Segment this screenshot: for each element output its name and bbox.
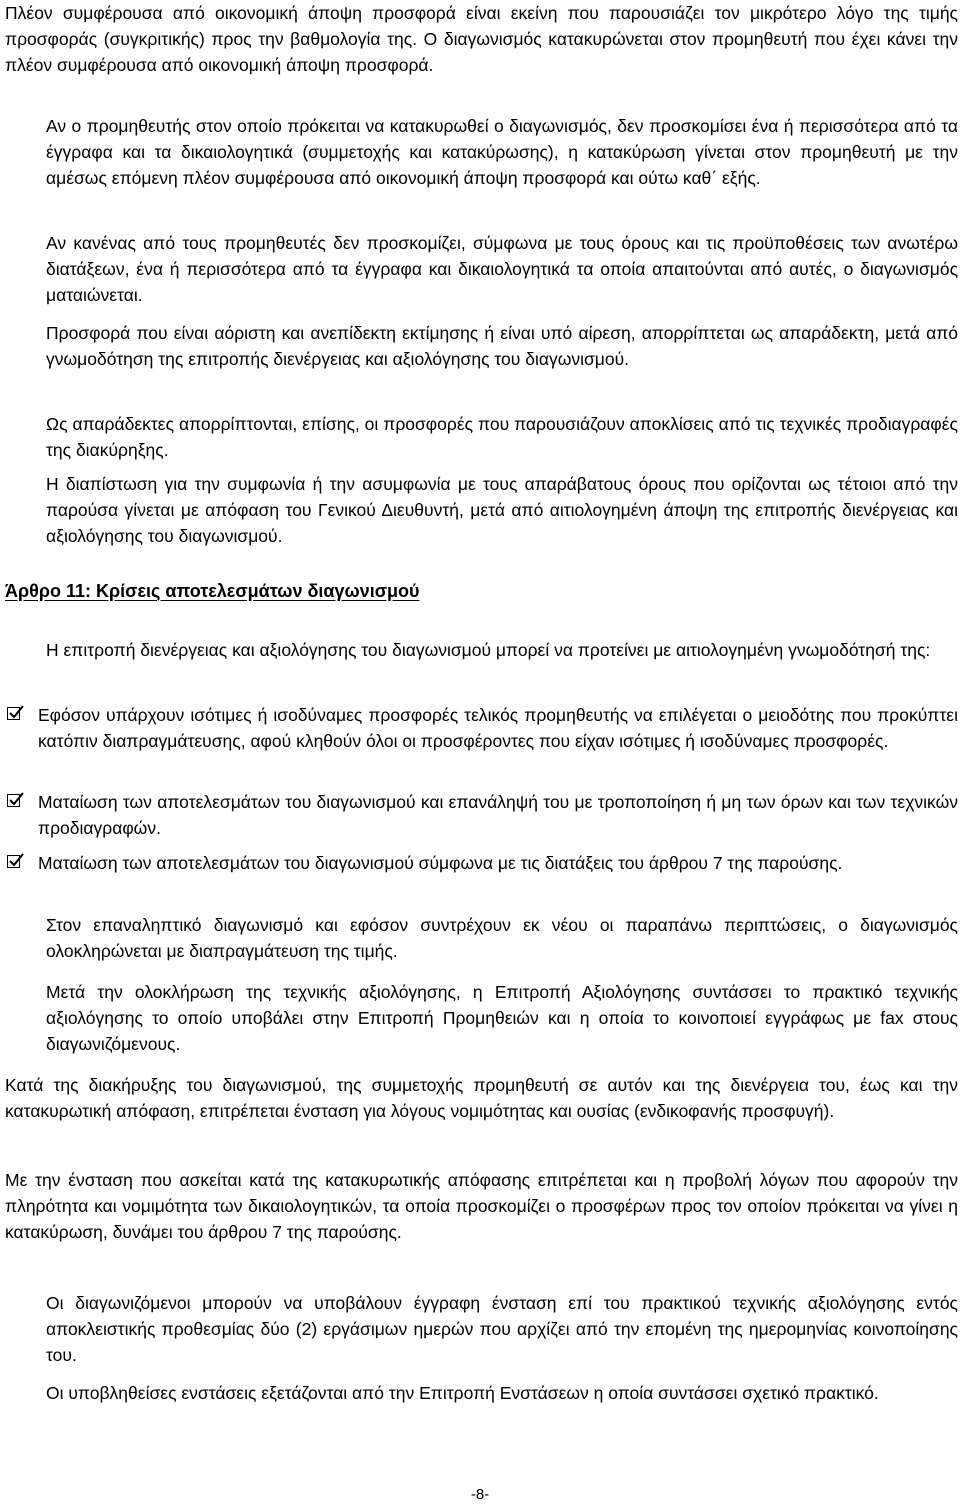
article-heading: Άρθρο 11: Κρίσεις αποτελεσμάτων διαγωνισμού (5, 581, 420, 601)
check-item-text: Εφόσον υπάρχουν ισότιμες ή ισοδύναμες προσφορές τελικός προμηθευτής να επιλέγεται ο μειοδότης που προκύπτει κατόπιν διαπραγμάτευσης, αφού κληθούν όλοι οι προσφέροντες που είχαν ισότιμες ή ισοδύναμες προσφορές. (38, 705, 958, 751)
page-number: -8- (470, 1486, 490, 1503)
paragraph-cancellation: Αν κανένας από τους προμηθευτές δεν προσκομίζει, σύμφωνα με τους όρους και τις προϋποθέσεις των ανωτέρω διατάξεων, ένα ή περισσότερα από τα έγγραφα και δικαιολογητικά τα οποία απαιτούνται από αυτές, ο διαγωνισμός ματαιώνεται. (46, 233, 958, 305)
checkbox-icon (7, 855, 20, 868)
check-item-text: Ματαίωση των αποτελεσμάτων του διαγωνισμού και επανάληψή του με τροποποίηση ή μη των όρων και των τεχνικών προδιαγραφών. (38, 792, 958, 838)
paragraph-missing-documents: Αν ο προμηθευτής στον οποίο πρόκειται να κατακυρωθεί ο διαγωνισμός, δεν προσκομίσει ένα ή περισσότερα από τα έγγραφα και τα δικαιολογητικά (συμμετοχής και κατακύρωσης), η κατακύρωση γίνεται στον προμηθευτή με την αμέσως επόμενη πλέον συμφέρουσα από οικονομική άποψη προσφορά και ούτω καθ΄ εξής. (46, 116, 958, 188)
paragraph-committee-intro: Η επιτροπή διενέργειας και αξιολόγησης του διαγωνισμού μπορεί να προτείνει με αιτιολογημένη γνωμοδότησή της: (46, 640, 931, 660)
check-item-text: Ματαίωση των αποτελεσμάτων του διαγωνισμού σύμφωνα με τις διατάξεις του άρθρου 7 της παρούσης. (38, 853, 843, 873)
paragraph-objections-committee: Οι υποβληθείσες ενστάσεις εξετάζονται από την Επιτροπή Ενστάσεων η οποία συντάσσει σχετικό πρακτικό. (46, 1383, 879, 1403)
checkbox-icon (7, 707, 20, 720)
paragraph-vague-offer: Προσφορά που είναι αόριστη και ανεπίδεκτη εκτίμησης ή είναι υπό αίρεση, απορρίπτεται ως απαράδεκτη, μετά από γνωμοδότηση της επιτροπής διενέργειας και αξιολόγησης του διαγωνισμού. (46, 323, 958, 369)
paragraph-compliance-finding: Η διαπίστωση για την συμφωνία ή την ασυμφωνία με τους απαράβατους όρους που ορίζονται ως τέτοιοι από την παρούσα γίνεται με απόφαση του Γενικού Διευθυντή, μετά από αιτιολογημένη άποψη της επιτροπής διενέργειας και αξιολόγησης του διαγωνισμού. (46, 474, 958, 546)
paragraph-objection-award: Με την ένσταση που ασκείται κατά της κατακυρωτικής απόφασης επιτρέπεται και η προβολή λόγων που αφορούν την πληρότητα και νομιμότητα των δικαιολογητικών, τα οποία προσκομίζει ο προσφέρων προς τον οποίον πρόκειται να γίνει η κατακύρωση, δυνάμει του άρθρου 7 της παρούσης. (5, 1170, 958, 1242)
paragraph-written-objection: Οι διαγωνιζόμενοι μπορούν να υποβάλουν έγγραφη ένσταση επί του πρακτικού τεχνικής αξιολόγησης εντός αποκλειστικής προθεσμίας δύο (2) εργάσιμων ημερών που αρχίζει από την επομένη της ημερομηνίας κοινοποίησης του. (46, 1293, 958, 1365)
paragraph-technical-evaluation: Μετά την ολοκλήρωση της τεχνικής αξιολόγησης, η Επιτροπή Αξιολόγησης συντάσσει το πρακτικό τεχνικής αξιολόγησης το οποίο υποβάλει στην Επιτροπή Προμηθειών και η οποία το κοινοποιεί εγγράφως με fax στους διαγωνιζόμενους. (46, 982, 958, 1054)
paragraph-repeat-tender: Στον επαναληπτικό διαγωνισμό και εφόσον συντρέχουν εκ νέου οι παραπάνω περιπτώσεις, ο διαγωνισμός ολοκληρώνεται με διαπραγμάτευση της τιμής. (46, 915, 958, 961)
paragraph-best-offer: Πλέον συμφέρουσα από οικονομική άποψη προσφορά είναι εκείνη που παρουσιάζει τον μικρότερο λόγο της τιμής προσφοράς (συγκριτικής) προς την βαθμολογία της. Ο διαγωνισμός κατακυρώνεται στον προμηθευτή που έχει κάνει την πλέον συμφέρουσα από οικονομική άποψη προσφορά. (5, 3, 958, 75)
paragraph-deviations: Ως απαράδεκτες απορρίπτονται, επίσης, οι προσφορές που παρουσιάζουν αποκλίσεις από τις τεχνικές προδιαγραφές της διακύρηξης. (46, 414, 958, 460)
checkbox-icon (7, 794, 20, 807)
paragraph-objection: Κατά της διακήρυξης του διαγωνισμού, της συμμετοχής προμηθευτή σε αυτόν και της διενέργεια του, έως και την κατακυρωτική απόφαση, επιτρέπεται ένσταση για λόγους νομιμότητας και ουσίας (ενδικοφανής προσφυγή). (5, 1075, 958, 1121)
